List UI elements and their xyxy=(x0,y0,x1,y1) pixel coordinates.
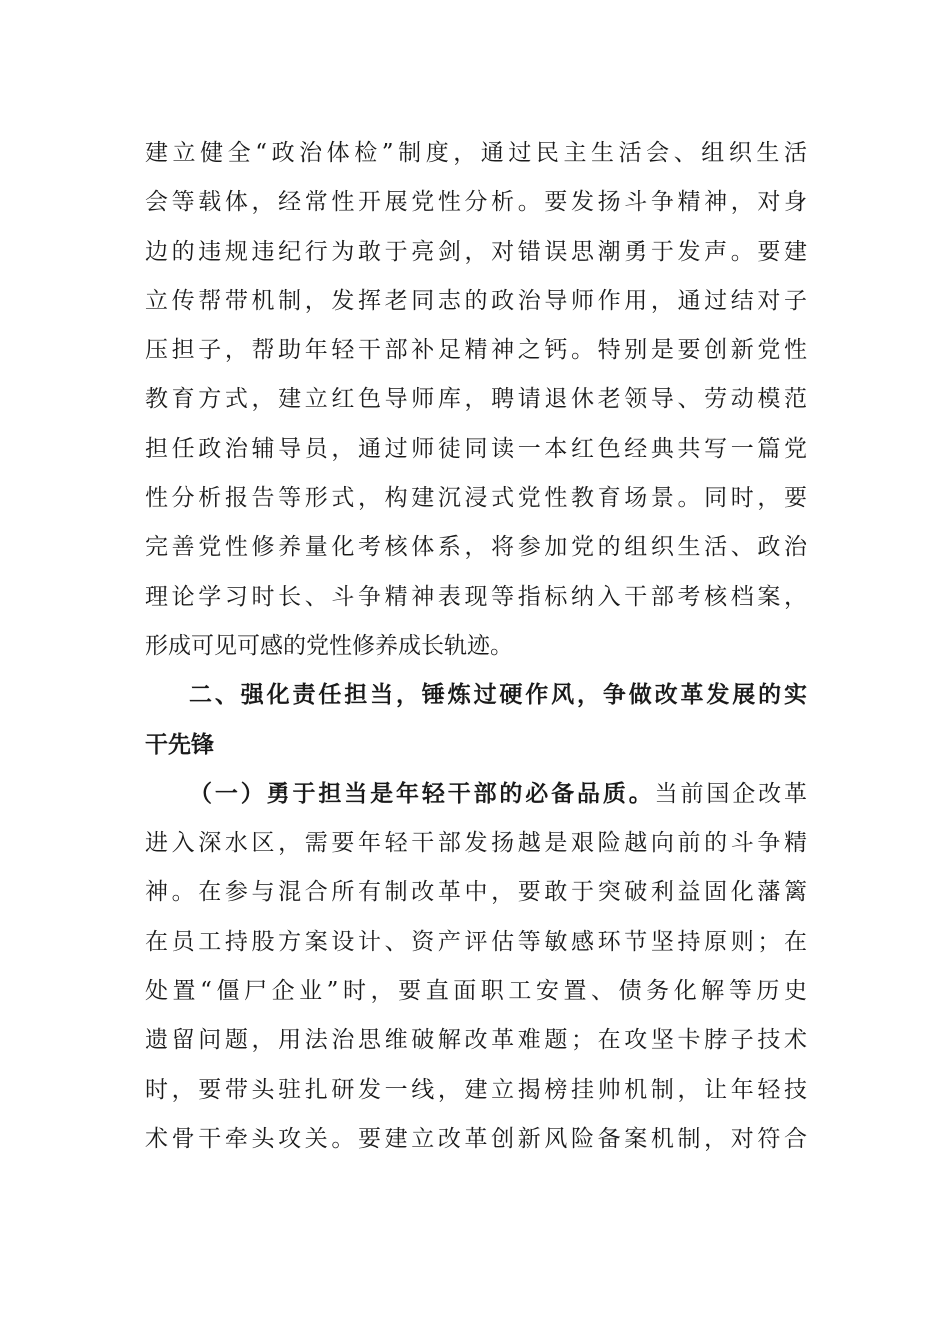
paragraph-text: 当前国企改革 xyxy=(654,780,808,807)
paragraph-line: 处置“僵尸企业”时，要直面职工安置、债务化解等历史 xyxy=(145,978,807,1005)
paragraph-line: 在员工持股方案设计、资产评估等敏感环节坚持原则；在 xyxy=(145,928,807,955)
paragraph-line: 边的违规违纪行为敢于亮剑，对错误思潮勇于发声。要建 xyxy=(145,238,807,265)
section-heading-line: 二、强化责任担当，锤炼过硬作风，争做改革发展的实 xyxy=(189,682,807,709)
paragraph-line: 形成可见可感的党性修养成长轨迹。 xyxy=(145,632,513,659)
paragraph-line: 立传帮带机制，发挥老同志的政治导师作用，通过结对子 xyxy=(145,287,807,314)
paragraph-line: 担任政治辅导员，通过师徒同读一本红色经典共写一篇党 xyxy=(145,435,807,462)
paragraph-line: 理论学习时长、斗争精神表现等指标纳入干部考核档案， xyxy=(145,583,807,610)
paragraph-line: 建立健全“政治体检”制度，通过民主生活会、组织生活 xyxy=(145,140,807,166)
paragraph-line: 教育方式，建立红色导师库，聘请退休老领导、劳动模范 xyxy=(145,386,807,413)
paragraph-party-spirit xyxy=(145,129,807,671)
paragraph-line: 术骨干牵头攻关。要建立改革创新风险备案机制，对符合 xyxy=(145,1125,807,1152)
section-heading xyxy=(145,671,807,770)
paragraph-line: 完善党性修养量化考核体系，将参加党的组织生活、政治 xyxy=(145,534,807,561)
paragraph-line: 时，要带头驻扎研发一线，建立揭榜挂帅机制，让年轻技 xyxy=(145,1076,807,1103)
subsection-heading: （一）勇于担当是年轻干部的必备品质。 xyxy=(189,780,655,807)
paragraph-line: 性分析报告等形式，构建沉浸式党性教育场景。同时，要 xyxy=(145,485,807,512)
document-body xyxy=(145,129,807,1164)
paragraph-line: 神。在参与混合所有制改革中，要敢于突破利益固化藩篱 xyxy=(145,879,807,906)
paragraph-first-line xyxy=(145,770,807,819)
section-heading-line: 干先锋 xyxy=(145,731,214,758)
paragraph-line: 遗留问题，用法治思维破解改革难题；在攻坚卡脖子技术 xyxy=(145,1027,807,1054)
paragraph-responsibility xyxy=(145,770,807,1164)
paragraph-line: 压担子，帮助年轻干部补足精神之钙。特别是要创新党性 xyxy=(145,337,807,364)
paragraph-line: 进入深水区，需要年轻干部发扬越是艰险越向前的斗争精 xyxy=(145,830,807,857)
paragraph-line: 会等载体，经常性开展党性分析。要发扬斗争精神，对身 xyxy=(145,189,807,216)
